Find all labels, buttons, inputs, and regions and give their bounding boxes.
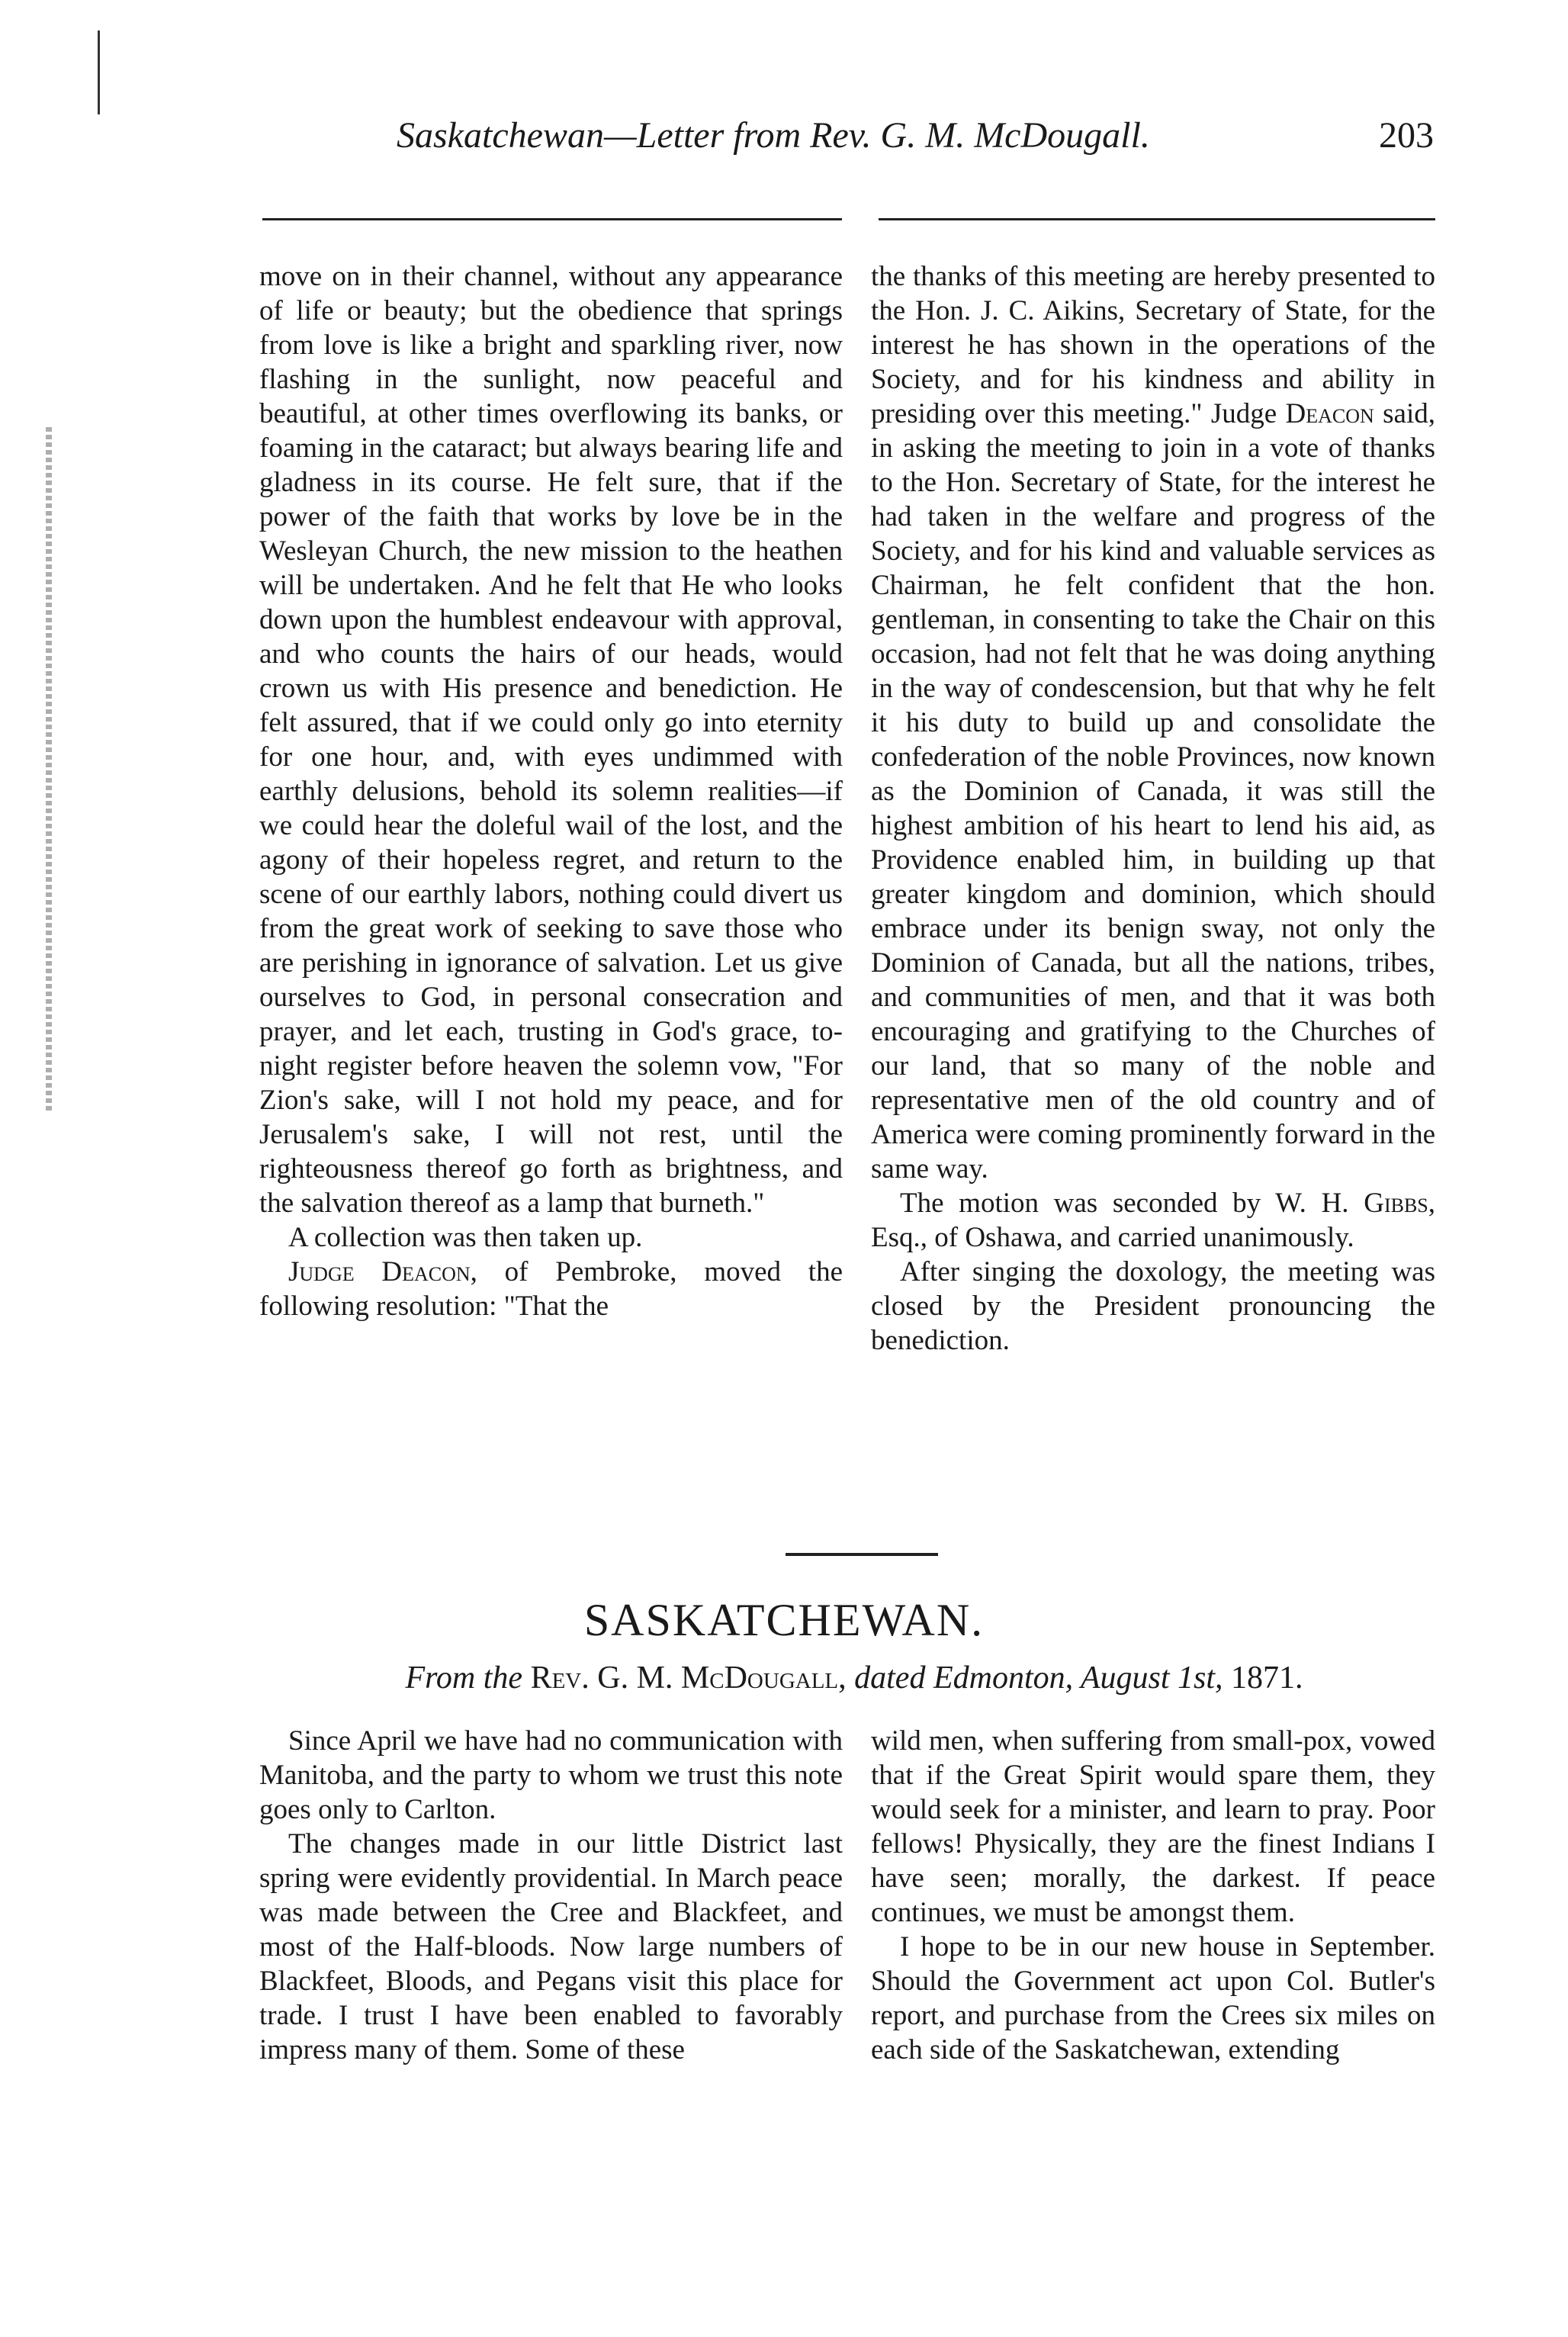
paragraph: Since April we have had no communication with Manitoba, and the party to whom we trust this note goes only to Carlton. <box>259 1725 843 1825</box>
column-3 <box>259 1724 843 2067</box>
dateline <box>275 1660 1434 1696</box>
column-2 <box>871 259 1435 1358</box>
section-divider <box>786 1553 938 1556</box>
margin-tick-mark <box>98 31 100 114</box>
dateline-author: Rev. G. M. McDougall, <box>530 1660 847 1696</box>
paragraph <box>871 259 1435 1186</box>
dateline-date: dated Edmonton, August 1st, <box>854 1660 1223 1696</box>
paragraph: move on in their channel, without any appearance of life or beauty; but the obedience that springs from love is like a bright and sparkling river, now flashing in the sunlight, now peaceful and beautiful, at other times overflowing its banks, or foaming in the cataract; but always bearing life and gladness in its course. He felt sure, that if the power of the faith that works by love be in the Wesleyan Church, the new mission to the heathen will be undertaken. And he felt that He who looks down upon the humblest endeavour with approval, and who counts the hairs of our heads, would crown us with His presence and benediction. He felt assured, that if we could only go into eternity for one hour, and, with eyes undimmed with earthly delusions, behold its solemn realities—if we could hear the doleful wail of the lost, and the agony of their hopeless regret, and return to the scene of our earthly labors, nothing could divert us from the great work of seeking to save those who are perishing in ignorance of salvation. Let us give ourselves to God, in personal consecration and prayer, and let each, trusting in God's grace, to-night register before heaven the solemn vow, "For Zion's sake, will I not hold my peace, and for Jerusalem's sake, I will not rest, until the righteousness thereof go forth as brightness, and the salvation thereof as a lamp that burneth." <box>259 261 843 1219</box>
paragraph: After singing the doxology, the meeting was closed by the President pronouncing the benediction. <box>871 1256 1435 1356</box>
paragraph-text: the thanks of this meeting are hereby presented to the Hon. J. C. Aikins, Secretary of State, for the interest he has shown in the operations of the Society, and for his kindness and ability in presiding over this meeting." Judge <box>871 261 1435 429</box>
margin-binding-mark <box>46 427 52 1114</box>
speaker-name: Judge Deacon <box>288 1256 471 1287</box>
page-header <box>259 114 1434 183</box>
speaker-name: Deacon <box>1285 398 1374 429</box>
column-4 <box>871 1724 1435 2067</box>
paragraph: wild men, when suffering from small-pox, vowed that if the Great Spirit would spare them, they would seek for a minister, and learn to pray. Poor fellows! Physically, they are the finest Indians I have seen; morally, the darkest. If peace continues, we must be amongst them. <box>871 1725 1435 1928</box>
header-rule-left <box>262 218 842 220</box>
running-head: Saskatchewan—Letter from Rev. G. M. McDougall. <box>397 115 1150 156</box>
paragraph: The changes made in our little District last spring were evidently providential. In March peace was made between the Cree and Blackfeet, and most of the Half-bloods. Now large numbers of Blackfeet, Bloods, and Pegans visit this place for trade. I trust I have been enabled to favorably impress many of them. Some of these <box>259 1828 843 2065</box>
column-1 <box>259 259 843 1323</box>
paragraph: A collection was then taken up. <box>288 1222 643 1253</box>
header-rule-right <box>879 218 1435 220</box>
dateline-from: From the <box>405 1660 523 1696</box>
paragraph-text: , of Pembroke, moved the following resolution: "That the <box>259 1256 843 1322</box>
paragraph-text: , Esq., of Oshawa, and carried unanimously. <box>871 1188 1435 1253</box>
section-title: SASKATCHEWAN. <box>583 1595 985 1645</box>
speaker-name: Gibbs <box>1364 1188 1428 1219</box>
page-number: 203 <box>1379 115 1434 156</box>
paragraph: I hope to be in our new house in September. Should the Government act upon Col. Butler's report, and purchase from the Crees six miles on each side of the Saskatchewan, extending <box>871 1931 1435 2065</box>
paragraph <box>259 1255 843 1323</box>
paragraph-text: said, in asking the meeting to join in a vote of thanks to the Hon. Secretary of State, for the interest he had taken in the welfare and progress of the Society, and for his kind and valuable services as Chairman, he felt confident that the hon. gentleman, in consenting to take the Chair on this occasion, had not felt that he was doing anything in the way of condescension, but that why he felt it his duty to build up and consolidate the confederation of the noble Provinces, now known as the Dominion of Canada, it was still the highest ambition of his heart to lend his aid, as Providence enabled him, in building up that greater kingdom and dominion, which should embrace under its benign sway, not only the Dominion of Canada, but all the nations, tribes, and communities of men, and that it was both encouraging and gratifying to the Churches of our land, that so many of the noble and representative men of the old country and of America were coming prominently forward in the same way. <box>871 398 1435 1185</box>
paragraph-text: The motion was seconded by W. H. <box>900 1188 1364 1219</box>
paragraph <box>871 1186 1435 1255</box>
dateline-year: 1871. <box>1231 1660 1303 1696</box>
